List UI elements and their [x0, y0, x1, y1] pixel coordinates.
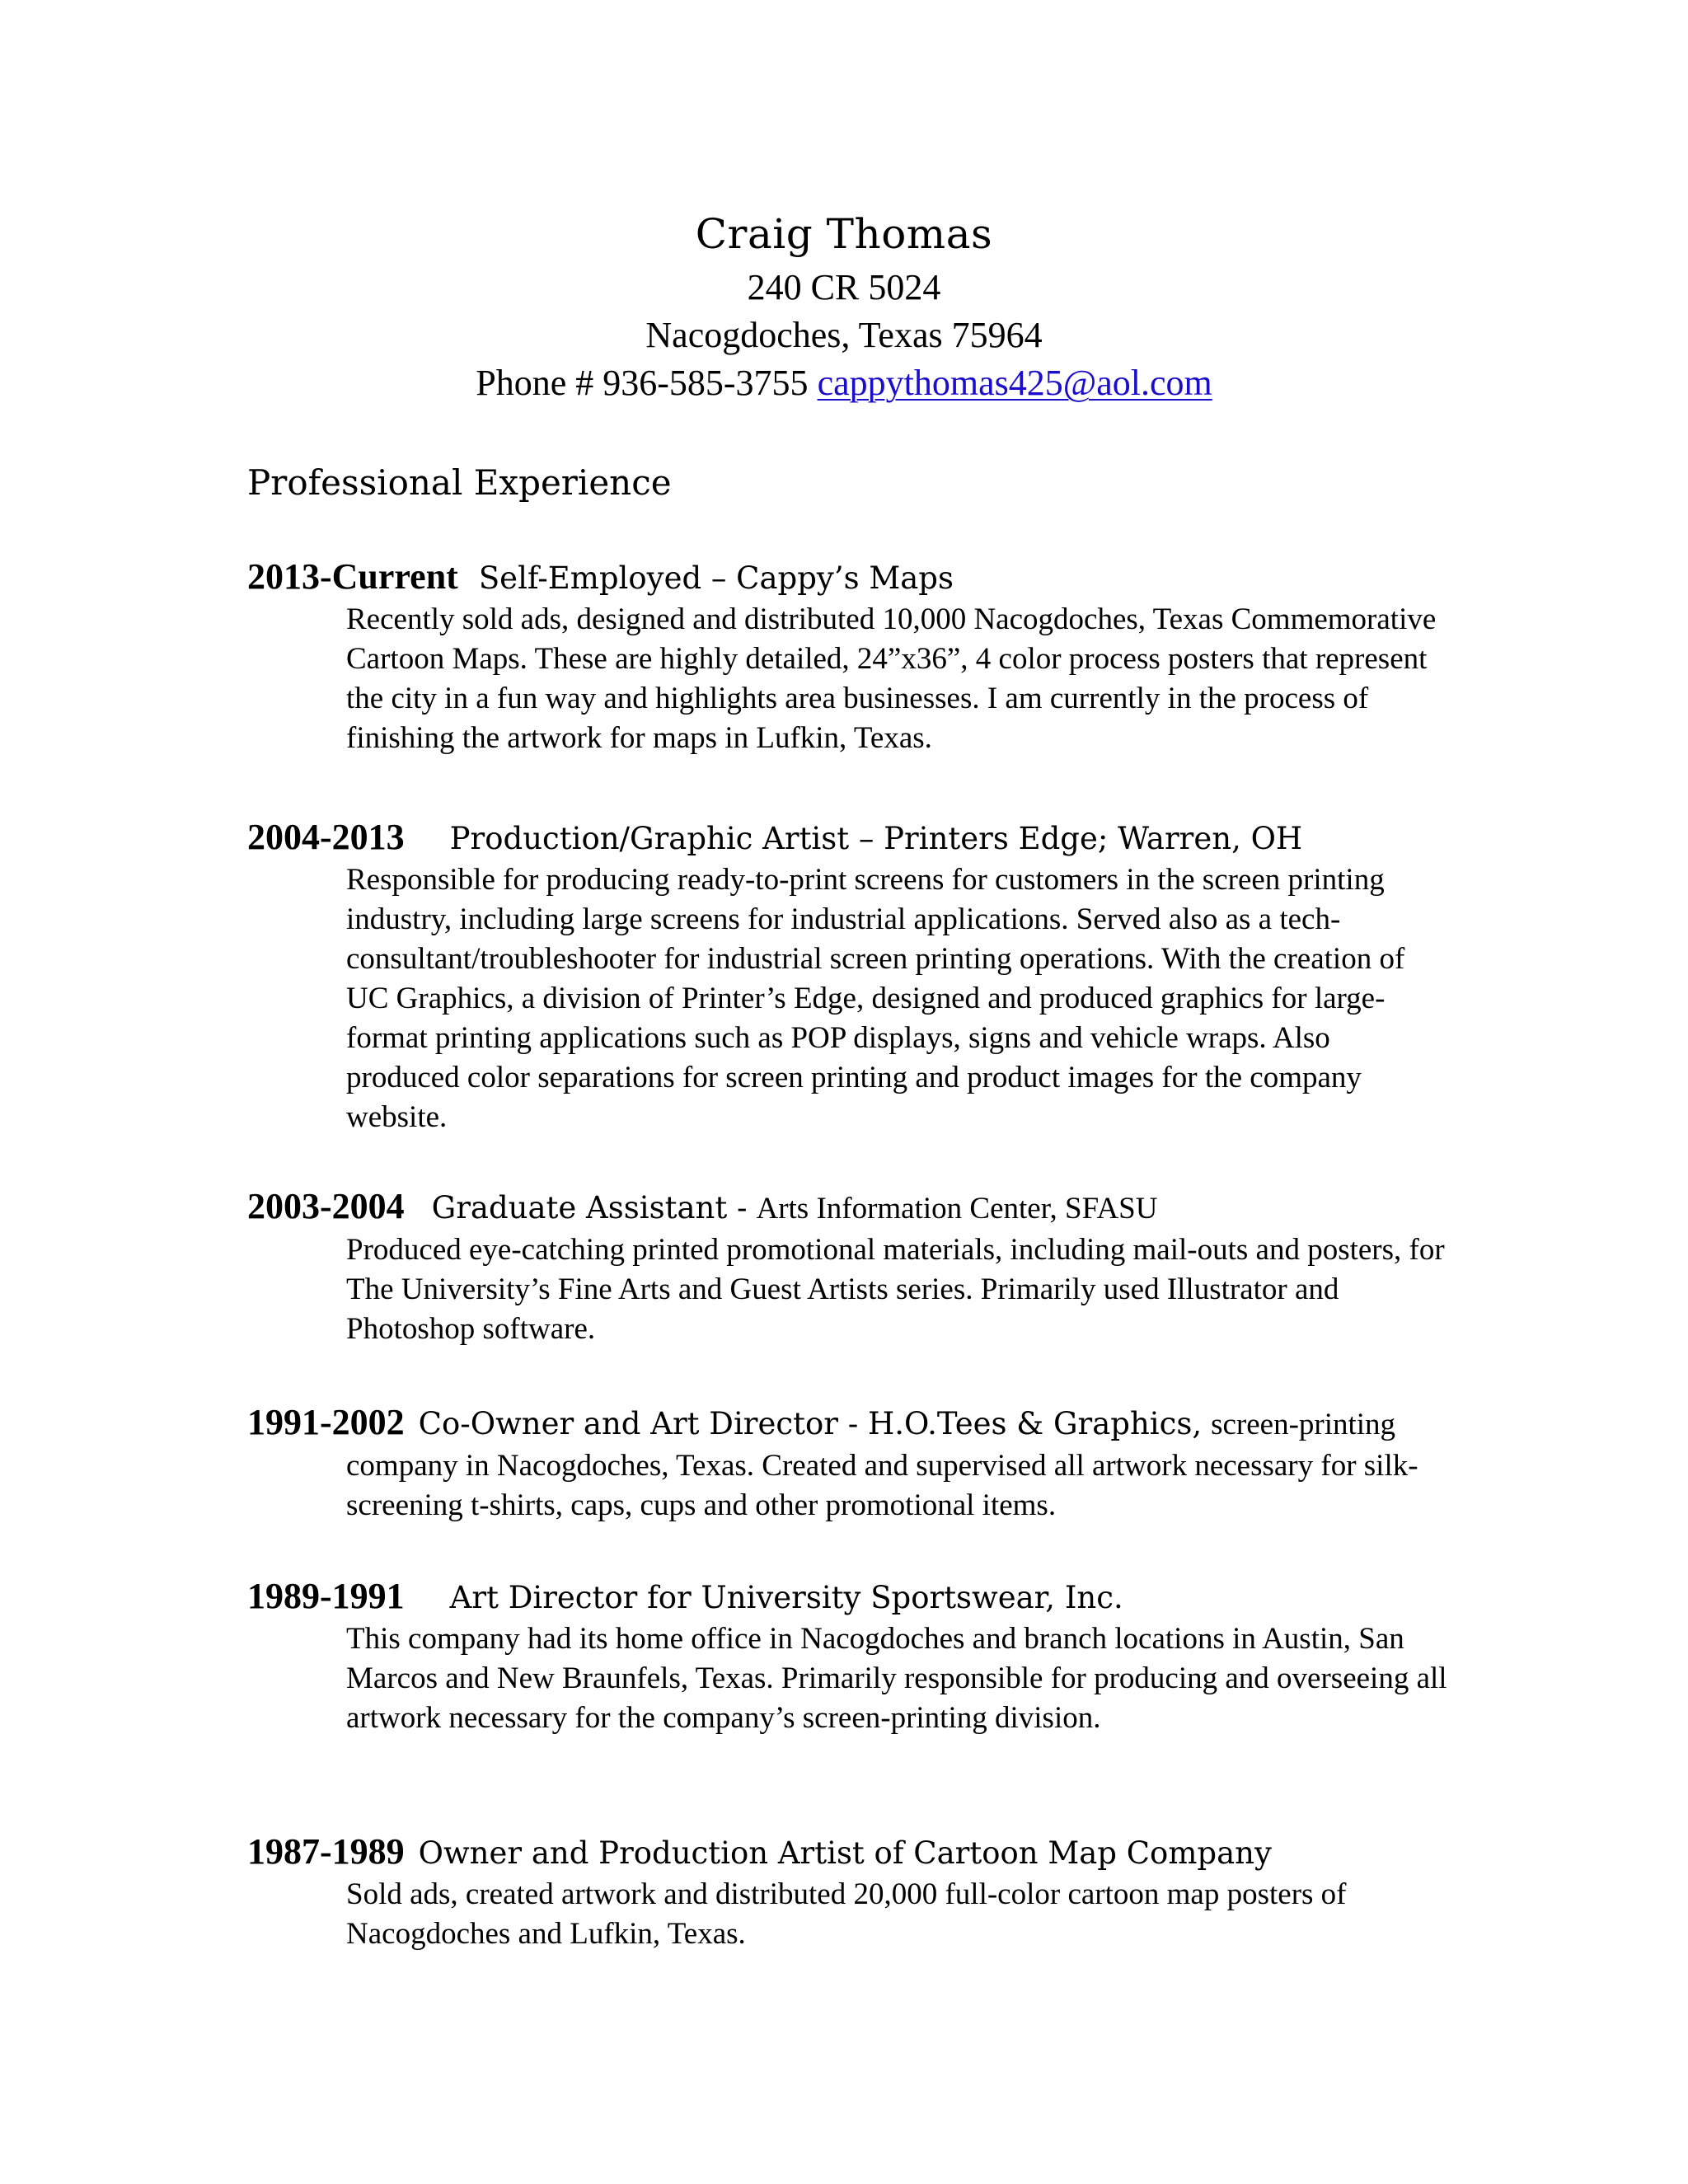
experience-entry	[247, 1575, 1451, 1738]
entry-heading	[247, 555, 1451, 600]
address-line-1: 240 CR 5024	[747, 267, 941, 307]
entry-heading	[247, 1401, 1451, 1446]
experience-entry	[247, 1830, 1451, 1954]
entry-description: Produced eye-catching printed promotional materials, including mail-outs and posters, for The University’s Fine Arts and Guest Artists series. Primarily used Illustrator and Photoshop software.	[346, 1233, 1445, 1346]
entry-role: Graduate Assistant -	[431, 1190, 748, 1226]
entry-description: This company had its home office in Nacogdoches and branch locations in Austin, San Marcos and New Braunfels, Texas. Primarily responsible for producing and overseeing all artwork necessary for the company’s screen-printing division.	[346, 1622, 1447, 1735]
entry-role: Owner and Production Artist of Cartoon Map Company	[418, 1835, 1272, 1871]
entry-years: 1991-2002	[247, 1402, 405, 1442]
entry-heading	[247, 816, 1451, 860]
experience-entry	[247, 816, 1451, 1137]
entry-role: Self-Employed – Cappy’s Maps	[478, 560, 954, 596]
entry-heading	[247, 1185, 1451, 1230]
entry-role-extra: screen-printing	[1211, 1408, 1396, 1441]
contact-line	[0, 359, 1688, 407]
applicant-name: Craig Thomas	[695, 210, 993, 258]
entry-role: Production/Graphic Artist – Printers Edge; Warren, OH	[449, 821, 1303, 856]
experience-entry	[247, 1401, 1451, 1526]
entry-years: 2003-2004	[247, 1186, 405, 1226]
entry-years: 2013-Current	[247, 556, 458, 597]
entry-description: Recently sold ads, designed and distributed 10,000 Nacogdoches, Texas Commemorative Cartoon Maps. These are highly detailed, 24”x36”, 4 color process posters that represent the city in a fun way and highlights area businesses. I am currently in the process of finishing the artwork for maps in Lufkin, Texas.	[346, 602, 1437, 755]
entry-description: Responsible for producing ready-to-print screens for customers in the screen printing industry, including large screens for industrial applications. Served also as a tech-consultant/troubleshooter for industrial screen printing operations. With the creation of UC Graphics, a division of Printer’s Edge, designed and produced graphics for large-format printing applications such as POP displays, signs and vehicle wraps. Also produced color separations for screen printing and product images for the company website.	[346, 863, 1405, 1134]
entry-heading	[247, 1575, 1451, 1619]
entry-years: 2004-2013	[247, 817, 405, 857]
experience-entry	[247, 1185, 1451, 1349]
phone-number: Phone # 936-585-3755	[476, 363, 809, 403]
entry-role: Co-Owner and Art Director - H.O.Tees & Graphics,	[418, 1406, 1203, 1441]
entry-description: Sold ads, created artwork and distributed 20,000 full-color cartoon map posters of Nacogdoches and Lufkin, Texas.	[346, 1877, 1347, 1951]
entry-role: Art Director for University Sportswear, Inc.	[449, 1580, 1123, 1615]
entry-description: company in Nacogdoches, Texas. Created and supervised all artwork necessary for silk-screening t-shirts, caps, cups and other promotional items.	[346, 1449, 1418, 1522]
address-line-2: Nacogdoches, Texas 75964	[645, 315, 1043, 355]
experience-entry	[247, 555, 1451, 758]
entry-heading	[247, 1830, 1451, 1875]
email-link[interactable]: cappythomas425@aol.com	[817, 363, 1212, 403]
entry-years: 1987-1989	[247, 1831, 405, 1872]
contact-header	[0, 204, 1688, 407]
entry-role-extra: Arts Information Center, SFASU	[756, 1192, 1158, 1226]
entry-years: 1989-1991	[247, 1576, 405, 1616]
section-title: Professional Experience	[247, 462, 672, 503]
